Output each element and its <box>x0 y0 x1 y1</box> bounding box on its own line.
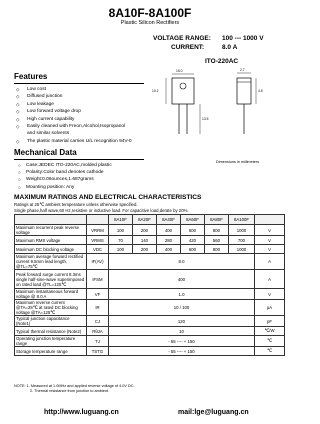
voltage-range-label: VOLTAGE RANGE: <box>153 35 211 42</box>
table-row <box>15 254 285 270</box>
diamond-bullet-icon: ◇ <box>16 109 20 115</box>
feature-item: ◇ Diffused junction <box>16 94 63 100</box>
circle-bullet-icon: ○ <box>18 177 21 183</box>
table-row <box>15 347 285 356</box>
footer-email-link[interactable]: mail:lge@luguang.cn <box>178 409 249 416</box>
table-header-cell <box>255 215 285 225</box>
value-cell: 120 <box>109 316 255 327</box>
value-cell: - 55 ---- + 150 <box>109 336 255 347</box>
table-header-cell: 8A10F <box>109 215 133 225</box>
unit-cell: V <box>255 236 285 245</box>
parameter-cell: Typical junction capacitance (Note1) <box>15 316 87 327</box>
svg-text:4.5: 4.5 <box>258 89 263 93</box>
mechanical-item: ○ Polarity:Color band denotes cathode <box>18 170 104 176</box>
svg-text:13.5: 13.5 <box>202 117 209 121</box>
value-cell: 700 <box>229 236 255 245</box>
symbol-cell: TJ <box>87 336 109 347</box>
value-cell: - 55 ---- + 150 <box>109 347 255 356</box>
parameter-cell: Operating junction temperature range <box>15 336 87 347</box>
notes-block <box>14 384 135 394</box>
features-divider <box>14 83 144 84</box>
unit-cell: A <box>255 270 285 289</box>
value-cell: 140 <box>133 236 157 245</box>
feature-item: ◇ The plastic material carries U/L recognition 94V-0 <box>16 138 132 144</box>
datasheet-subtitle: Plastic Silicon Rectifiers <box>120 20 180 26</box>
feature-item: ◇ Low leakage <box>16 101 54 107</box>
table-row <box>15 245 285 254</box>
ratings-table <box>14 214 285 356</box>
svg-text:2.7: 2.7 <box>240 68 245 72</box>
unit-cell: V <box>255 225 285 236</box>
value-cell: 800 <box>205 225 229 236</box>
table-row <box>15 300 285 316</box>
note-line-2: 2. Thermal resistance from junction to ambient. <box>30 389 110 393</box>
symbol-cell: RθJA <box>87 327 109 336</box>
datasheet-title: 8A10F-8A100F <box>108 6 192 20</box>
parameter-cell: Peak forward surge current 8.3ms single half-sine-wave superimposed on rated load @TL=125℃ <box>15 270 87 289</box>
table-header-cell: 8A40F <box>157 215 181 225</box>
mechanical-divider <box>14 159 144 160</box>
svg-text:15.0: 15.0 <box>176 69 183 73</box>
table-header-cell: 8A60F <box>181 215 205 225</box>
voltage-range-value: 100 --- 1000 V <box>222 35 264 42</box>
ratings-note-load: Single phase,half wave,60 Hz,resistive or inductive load. For capacitive load,derate by 20%. <box>14 208 189 213</box>
feature-item: ◇ Low cost <box>16 87 46 92</box>
value-cell: 8.0 <box>109 254 255 270</box>
value-cell: 420 <box>181 236 205 245</box>
features-heading: Features <box>14 72 48 81</box>
feature-item: ◇ High current capability <box>16 116 75 122</box>
diamond-bullet-icon: ◇ <box>16 94 20 100</box>
value-cell: 280 <box>157 236 181 245</box>
package-outline-drawing <box>152 68 292 160</box>
diamond-bullet-icon: ◇ <box>16 124 20 130</box>
diamond-bullet-icon: ◇ <box>16 116 20 122</box>
table-row <box>15 225 285 236</box>
diamond-bullet-icon: ◇ <box>16 87 20 92</box>
table-header-cell <box>15 215 87 225</box>
mechanical-item: ○ Mounting position: Any <box>18 184 75 190</box>
package-name: ITO-220AC <box>205 58 239 65</box>
value-cell: 200 <box>133 245 157 254</box>
parameter-cell: Maximum recurrent peak reverse voltage <box>15 225 87 236</box>
mechanical-item: ○ Case:JEDEC ITO-220AC,molded plastic <box>18 163 112 168</box>
circle-bullet-icon: ○ <box>18 163 21 168</box>
feature-item-continued: and similar solvents <box>27 131 70 137</box>
value-cell: 10 <box>109 327 255 336</box>
current-label: CURRENT: <box>171 44 205 51</box>
table-row <box>15 270 285 289</box>
symbol-cell: VF <box>87 289 109 300</box>
parameter-cell: Maximum average forward rectified current 9.5mm lead length, @TL=75℃ <box>15 254 87 270</box>
table-row <box>15 289 285 300</box>
diamond-bullet-icon: ◇ <box>16 138 20 144</box>
value-cell: 70 <box>109 236 133 245</box>
diamond-bullet-icon: ◇ <box>16 101 20 107</box>
value-cell: 400 <box>157 225 181 236</box>
value-cell: 10 / 100 <box>109 300 255 316</box>
current-value: 8.0 A <box>222 44 238 51</box>
value-cell: 400 <box>157 245 181 254</box>
symbol-cell: IF(AV) <box>87 254 109 270</box>
parameter-cell: Maximum reverse current @TA=25℃ at rated DC blocking voltage @TA=125℃ <box>15 300 87 316</box>
table-row <box>15 336 285 347</box>
circle-bullet-icon: ○ <box>18 170 21 176</box>
value-cell: 600 <box>181 245 205 254</box>
mechanical-item: ○ Weight:0.06ounces,1.687grams <box>18 177 94 183</box>
value-cell: 800 <box>205 245 229 254</box>
table-header-row <box>15 215 285 225</box>
parameter-cell: Maximum DC blocking voltage <box>15 245 87 254</box>
symbol-cell: VRMS <box>87 236 109 245</box>
table-header-cell: 8A80F <box>205 215 229 225</box>
table-row <box>15 316 285 327</box>
unit-cell: A <box>255 254 285 270</box>
value-cell: 200 <box>133 225 157 236</box>
footer-website-link[interactable]: http://www.luguang.cn <box>44 409 119 416</box>
symbol-cell: VDC <box>87 245 109 254</box>
value-cell: 100 <box>109 225 133 236</box>
table-header-cell: 8A100F <box>229 215 255 225</box>
table-row <box>15 236 285 245</box>
feature-item: ◇ Low forward voltage drop <box>16 109 81 115</box>
dimensions-caption: Dimensions in millimeters <box>216 160 260 164</box>
value-cell: 560 <box>205 236 229 245</box>
symbol-cell: IR <box>87 300 109 316</box>
unit-cell: V <box>255 245 285 254</box>
value-cell: 1000 <box>229 245 255 254</box>
mechanical-heading: Mechanical Data <box>14 148 77 157</box>
symbol-cell: TSTG <box>87 347 109 356</box>
parameter-cell: Storage temperature range <box>15 347 87 356</box>
unit-cell: pF <box>255 316 285 327</box>
circle-bullet-icon: ○ <box>18 184 21 190</box>
svg-text:10.2: 10.2 <box>152 89 159 93</box>
mechanical-list <box>18 162 112 191</box>
value-cell: 600 <box>181 225 205 236</box>
table-row <box>15 327 285 336</box>
symbol-cell: CJ <box>87 316 109 327</box>
unit-cell: V <box>255 289 285 300</box>
parameter-cell: Maximum RMS voltage <box>15 236 87 245</box>
unit-cell: ℃ <box>255 347 285 356</box>
unit-cell: μA <box>255 300 285 316</box>
ratings-heading: MAXIMUM RATINGS AND ELECTRICAL CHARACTERISTICS <box>14 194 202 201</box>
parameter-cell: Maximum instantaneous forward voltage @ 8.0 A <box>15 289 87 300</box>
symbol-cell: VRRM <box>87 225 109 236</box>
symbol-cell: IFSM <box>87 270 109 289</box>
unit-cell: ℃ <box>255 336 285 347</box>
features-list <box>16 86 132 145</box>
parameter-cell: Typical thermal resistance (Note2) <box>15 327 87 336</box>
value-cell: 1000 <box>229 225 255 236</box>
feature-item: ◇ Easily cleaned with Freon,Alcohol,Isopropanol <box>16 124 126 130</box>
value-cell: 1.0 <box>109 289 255 300</box>
value-cell: 400 <box>109 270 255 289</box>
table-header-cell <box>87 215 109 225</box>
table-header-cell: 8A20F <box>133 215 157 225</box>
unit-cell: ℃/W <box>255 327 285 336</box>
ratings-note-temperature: Ratings at 25℃ ambient temperature unless otherwise specified. <box>14 202 138 207</box>
value-cell: 100 <box>109 245 133 254</box>
note-line-1: NOTE: 1. Measured at 1.0MHz and applied reverse voltage of 4.0V DC. <box>14 384 135 388</box>
